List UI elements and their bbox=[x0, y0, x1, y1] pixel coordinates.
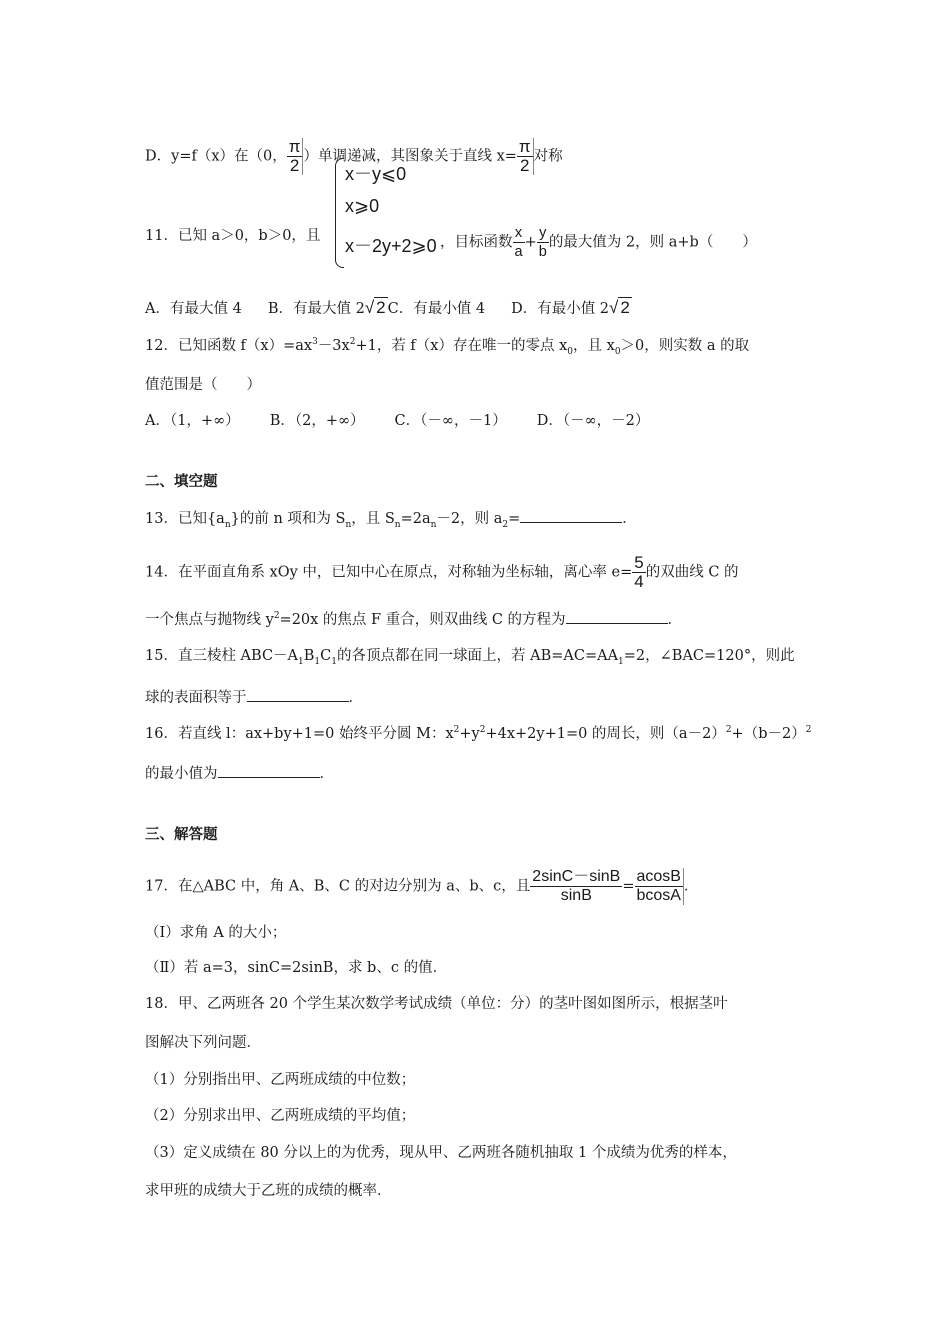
answer-blank[interactable] bbox=[566, 609, 668, 624]
sup: 3 bbox=[312, 337, 318, 348]
q14-line-2 bbox=[145, 609, 682, 630]
text: 15．直三棱柱 ABC－A bbox=[145, 648, 299, 664]
frac-num: acosB bbox=[636, 868, 681, 885]
q18-line-2: 图解决下列问题． bbox=[145, 1035, 261, 1051]
q11-stem-post bbox=[440, 224, 757, 261]
sup: 2 bbox=[479, 725, 486, 736]
text: =20x 的焦点 F 重合，则双曲线 C 的方程为 bbox=[279, 612, 566, 628]
q11-option-b: B．有最大值 2 bbox=[267, 301, 365, 317]
text: －3x bbox=[317, 338, 350, 354]
text: ． bbox=[622, 511, 637, 527]
q11-option-d: D．有最小值 2 bbox=[511, 301, 610, 317]
sup: 2 bbox=[273, 611, 280, 622]
frac-num: y bbox=[537, 224, 549, 243]
frac-den: a bbox=[514, 244, 523, 260]
fraction-x-over-a bbox=[513, 224, 525, 261]
section-2-heading: 二、填空题 bbox=[145, 474, 218, 490]
q16-line-2 bbox=[145, 763, 334, 784]
frac-den: b bbox=[538, 244, 547, 260]
text: 12．已知函数 f（x）=ax bbox=[145, 338, 313, 354]
text: ，且 x bbox=[573, 338, 615, 354]
sup: 2 bbox=[805, 725, 812, 736]
text: ． bbox=[348, 690, 363, 706]
sys-row-1: x－y⩽0 bbox=[345, 164, 407, 184]
frac-num: π bbox=[518, 137, 531, 156]
text: =2，∠BAC=120°，则此 bbox=[623, 648, 795, 664]
text: }的前 n 项和为 S bbox=[230, 511, 346, 527]
sub: 0 bbox=[567, 346, 574, 357]
sqrt-2: √ 2 bbox=[609, 298, 630, 317]
sub: 1 bbox=[298, 656, 304, 667]
frac-den: bcosA bbox=[636, 887, 681, 904]
text: D．y=f（x）在（0， bbox=[145, 148, 287, 165]
fraction-pi-over-2-b bbox=[517, 138, 534, 175]
frac-den: sinB bbox=[560, 887, 592, 904]
frac-num: π bbox=[288, 137, 301, 156]
text: + bbox=[524, 234, 537, 251]
text: 值范围是（ ） bbox=[145, 377, 261, 393]
brace bbox=[335, 158, 344, 268]
sub: n bbox=[345, 519, 352, 530]
answer-blank[interactable] bbox=[247, 687, 349, 702]
sub: 1 bbox=[331, 656, 337, 667]
fraction-cos-expr bbox=[635, 868, 684, 905]
q18-part-1: （1）分别指出甲、乙两班成绩的中位数； bbox=[145, 1072, 416, 1088]
sub: n bbox=[224, 519, 231, 530]
text: +（b－2） bbox=[731, 726, 806, 742]
sub: 1 bbox=[618, 656, 624, 667]
text: ，目标函数 bbox=[440, 234, 513, 251]
q18-line-1: 18．甲、乙两班各 20 个学生某次数学考试成绩（单位：分）的茎叶图如图所示，根据茎叶 bbox=[145, 996, 728, 1012]
q17-stem bbox=[145, 868, 698, 905]
text: C bbox=[320, 648, 332, 664]
q12-option-d: D．（－∞，－2） bbox=[536, 413, 650, 429]
q12-line-1 bbox=[145, 336, 749, 356]
q15-line-2 bbox=[145, 687, 363, 708]
text: 13．已知{a bbox=[145, 511, 225, 527]
q11-stem-pre bbox=[145, 226, 320, 246]
sub: n bbox=[394, 519, 401, 530]
text: =2a bbox=[400, 511, 431, 527]
frac-den: 2 bbox=[289, 156, 300, 175]
text: 11．已知 a＞0，b＞0，且 bbox=[145, 228, 321, 244]
q16-line-1 bbox=[145, 724, 811, 744]
q17-part-1: （Ⅰ）求角 A 的大小； bbox=[145, 925, 287, 941]
q14-line-1 bbox=[145, 554, 739, 591]
text: = bbox=[508, 511, 521, 527]
sub: n bbox=[430, 519, 437, 530]
sqrt-2: √ 2 bbox=[364, 298, 386, 317]
sys-row-2: x⩾0 bbox=[345, 196, 380, 216]
text: 17．在△ABC 中，角 A、B、C 的对边分别为 a、b、c，且 bbox=[145, 878, 531, 895]
text: = bbox=[622, 878, 635, 895]
radicand: 2 bbox=[376, 298, 386, 317]
text: ＞0，则实数 a 的取 bbox=[620, 338, 750, 354]
text: ，且 S bbox=[351, 511, 395, 527]
text: 14．在平面直角系 xOy 中，已知中心在原点，对称轴为坐标轴，离心率 e= bbox=[145, 564, 633, 581]
text: 的最小值为 bbox=[145, 766, 218, 782]
frac-num: 2sinC－sinB bbox=[532, 868, 621, 885]
text: ． bbox=[683, 878, 699, 895]
text: ）单调递减，其图象关于直线 x= bbox=[303, 148, 517, 165]
text: ． bbox=[667, 612, 683, 628]
radicand: 2 bbox=[620, 298, 630, 317]
q12-option-a: A．（1，+∞） bbox=[145, 413, 240, 429]
q12-option-b: B．（2，+∞） bbox=[269, 413, 365, 429]
q12-line-2 bbox=[145, 375, 261, 395]
text: 球的表面积等于 bbox=[145, 690, 247, 706]
text: +1，若 f（x）存在唯一的零点 x bbox=[355, 338, 568, 354]
q18-part-3-line-2: 求甲班的成绩大于乙班的成绩的概率． bbox=[145, 1183, 392, 1199]
q18-part-2: （2）分别求出甲、乙两班成绩的平均值； bbox=[145, 1108, 416, 1124]
text: 的双曲线 C 的 bbox=[645, 564, 739, 581]
fraction-5-over-4 bbox=[632, 554, 645, 591]
frac-num: x bbox=[513, 224, 525, 243]
frac-den: 2 bbox=[520, 156, 530, 175]
frac-den: 4 bbox=[634, 572, 644, 591]
sub: 0 bbox=[614, 346, 621, 357]
q12-option-c: C．（－∞，－1） bbox=[394, 413, 507, 429]
answer-blank[interactable] bbox=[520, 508, 622, 523]
section-3-heading: 三、解答题 bbox=[145, 827, 218, 843]
q18-part-3-line-1: （3）定义成绩在 80 分以上的为优秀，现从甲、乙两班各随机抽取 1 个成绩为优秀的样本， bbox=[145, 1145, 737, 1161]
fraction-pi-over-2 bbox=[287, 138, 304, 175]
q12-options bbox=[145, 411, 649, 431]
text: +4x+2y+1=0 的周长，则（a－2） bbox=[485, 726, 726, 742]
text: 的各顶点都在同一球面上，若 AB=AC=AA bbox=[337, 648, 619, 664]
sup: 2 bbox=[349, 337, 356, 348]
q13 bbox=[145, 508, 637, 529]
text: +y bbox=[459, 726, 480, 742]
fraction-y-over-b bbox=[537, 224, 549, 261]
sup: 2 bbox=[725, 725, 732, 736]
text: B bbox=[303, 648, 315, 664]
sys-row-3: x－2y+2⩾0 bbox=[345, 236, 437, 256]
fraction-sin-expr bbox=[530, 868, 622, 905]
text: ． bbox=[319, 766, 334, 782]
answer-blank[interactable] bbox=[218, 763, 320, 778]
q15-line-1 bbox=[145, 646, 795, 666]
q11-option-c: C．有最小值 4 bbox=[387, 301, 486, 317]
text: 16．若直线 l：ax+by+1=0 始终平分圆 M：x bbox=[145, 726, 454, 742]
q11-option-a: A．有最大值 4 bbox=[145, 301, 242, 317]
text: 一个焦点与抛物线 y bbox=[145, 612, 274, 628]
q17-part-2: （Ⅱ）若 a=3，sinC=2sinB，求 b、c 的值． bbox=[145, 960, 448, 976]
text: －2，则 a bbox=[436, 511, 503, 527]
sub: 2 bbox=[502, 519, 509, 530]
text: 的最大值为 2，则 a+b（ ） bbox=[548, 234, 757, 251]
q11-options bbox=[145, 298, 632, 319]
frac-num: 5 bbox=[634, 553, 644, 572]
sup: 2 bbox=[453, 725, 460, 736]
sub: 1 bbox=[314, 656, 321, 667]
text: 对称 bbox=[533, 148, 563, 165]
